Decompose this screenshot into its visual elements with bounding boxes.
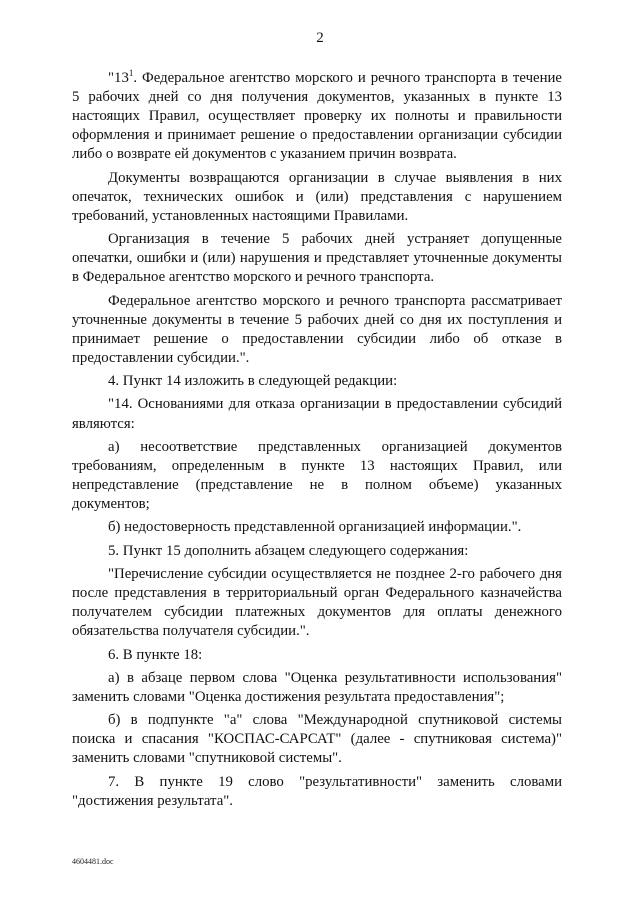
paragraph: 7. В пункте 19 слово "результативности" заменить словами "достижения результата". — [72, 773, 562, 809]
page-number: 2 — [316, 30, 324, 46]
paragraph: Федеральное агентство морского и речного транспорта рассматривает уточненные документы в течение 5 рабочих дней со дня их поступления и принимает решение о предоставлении субсидии либо об отказе в предоставлении субсидии.". — [72, 292, 562, 366]
paragraph-13-1 — [72, 69, 562, 164]
paragraph: 5. Пункт 15 дополнить абзацем следующего содержания: — [108, 542, 469, 559]
paragraph: "Перечисление субсидии осуществляется не позднее 2-го рабочего дня после представления в территориальный орган Федерального казначейства получателем субсидии платежных документов для оплаты денежного обязательства получателя субсидии.". — [72, 565, 562, 640]
paragraph: "14. Основаниями для отказа организации в предоставлении субсидий являются: — [72, 396, 562, 432]
paragraph-prefix: "13 — [108, 70, 129, 86]
paragraph: 6. В пункте 18: — [108, 646, 203, 663]
paragraph: а) в абзаце первом слова "Оценка результативности использования" заменить словами "Оценка достижения результата предоставления"; — [72, 669, 562, 705]
paragraph: б) в подпункте "а" слова "Международной спутниковой системы поиска и спасания "КОСПАС-САРСАТ" (далее - спутниковая система)" заменить словами "спутниковой системы". — [72, 712, 562, 767]
paragraph: 4. Пункт 14 изложить в следующей редакции: — [108, 373, 398, 390]
document-filename: 4604481.doc — [72, 857, 114, 866]
paragraph: Организация в течение 5 рабочих дней устраняет допущенные опечатки, ошибки и (или) нарушения и представляет уточненные документы в Федеральное агентство морского и речного транспорта. — [72, 231, 562, 286]
paragraph: а) несоответствие представленных организацией документов требованиям, определенным в пункте 13 настоящих Правил, или непредставление (представление не в полном объеме) указанных документов; — [72, 438, 562, 513]
paragraph: б) недостоверность представленной организацией информации.". — [108, 519, 522, 536]
paragraph: Документы возвращаются организации в случае выявления в них опечаток, технических ошибок и (или) представления с нарушением требований, установленных настоящими Правилами. — [72, 169, 562, 224]
superscript-1: 1 — [128, 68, 134, 79]
paragraph-text: . Федеральное агентство морского и речного транспорта в течение 5 рабочих дней со дня получения документов, указанных в пункте 13 настоящих Правил, осуществляет проверку их полноты и правильности оформления и принимает решение о предоставлении организации субсидии либо о возврате ей документов с указанием причин возврата. — [72, 70, 562, 163]
document-body — [72, 69, 562, 815]
